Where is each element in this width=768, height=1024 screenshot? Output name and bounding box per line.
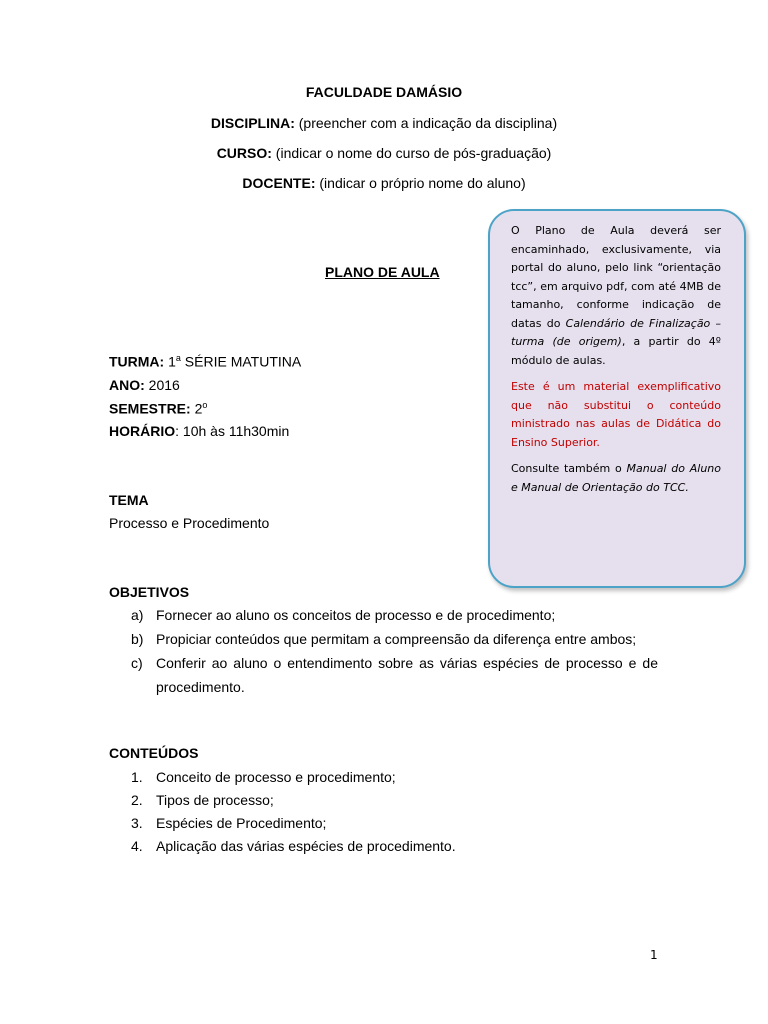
callout-warning: Este é um material exemplificativo que não substitui o conteúdo ministrado nas aulas de Didática do Ensino Superior. bbox=[511, 380, 721, 449]
disciplina-line: DISCIPLINA: (preencher com a indicação da disciplina) bbox=[210, 115, 558, 131]
callout-text bbox=[511, 222, 721, 505]
docente-line: DOCENTE: (indicar o próprio nome do aluno) bbox=[242, 175, 526, 191]
callout-reference: Consulte também o Manual do Aluno e Manual de Orientação do TCC. bbox=[511, 462, 721, 494]
conteudos-heading: CONTEÚDOS bbox=[109, 745, 199, 761]
semestre-line: SEMESTRE: 2$^o$ bbox=[109, 400, 208, 417]
page-number: 1 bbox=[650, 948, 658, 962]
turma-line: TURMA: 1$^a$ SÉRIE MATUTINA bbox=[109, 353, 302, 370]
tema-heading: TEMA bbox=[109, 492, 149, 508]
tema-text: Processo e Procedimento bbox=[109, 515, 270, 531]
callout-instructions: O Plano de Aula deverá ser encaminhado, exclusivamente, via portal do aluno, pelo link “orientação tcc”, em arquivo pdf, com até 4MB de tamanho, conforme indicação de datas do Calendário de Finalização – turma (de origem), a partir do 4º módulo de aulas. bbox=[511, 224, 721, 367]
page-title: PLANO DE AULA bbox=[325, 264, 440, 280]
institution-name: FACULDADE DAMÁSIO bbox=[305, 84, 463, 100]
curso-line: CURSO: (indicar o nome do curso de pós-graduação) bbox=[216, 145, 552, 161]
ano-line: ANO: 2016 bbox=[109, 377, 180, 393]
horario-line: HORÁRIO: 10h às 11h30min bbox=[109, 423, 290, 439]
objetivos-heading: OBJETIVOS bbox=[109, 584, 190, 600]
